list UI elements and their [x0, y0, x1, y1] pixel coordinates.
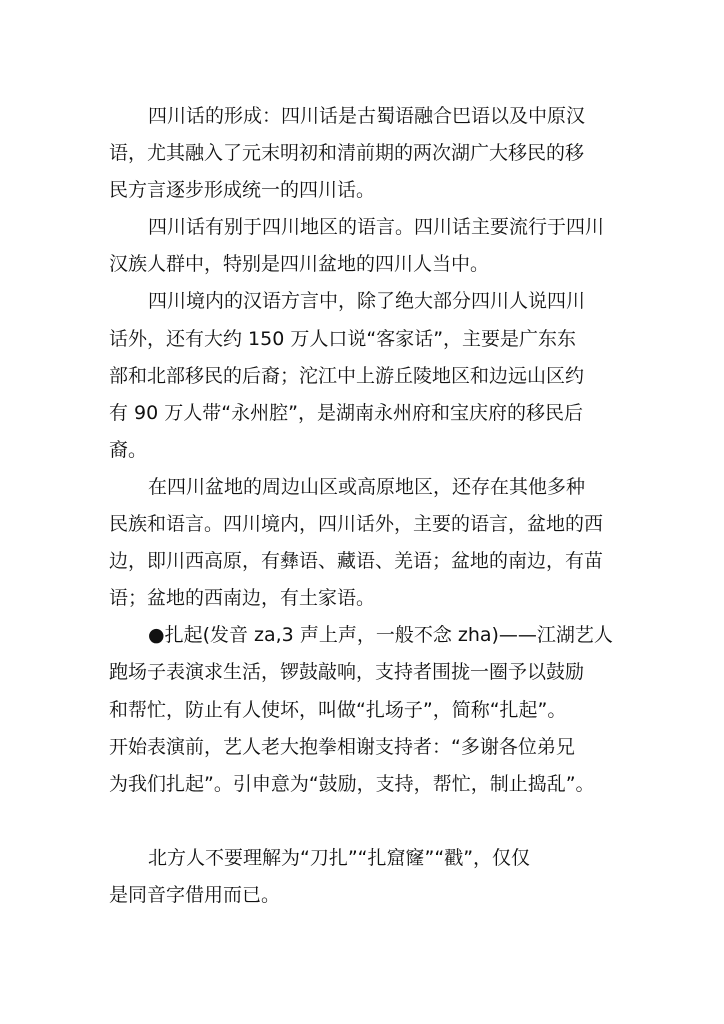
paragraph-other-languages: [109, 469, 649, 617]
text-line: 为我们扎起”。引申意为“鼓励，支持，帮忙，制止捣乱”。: [109, 772, 595, 795]
text-line: 和帮忙，防止有人使坏，叫做“扎场子”，简称“扎起”。: [109, 698, 567, 721]
text-line: 在四川盆地的周边山区或高原地区，还存在其他多种: [148, 475, 586, 498]
blank-line: [109, 803, 649, 840]
text-line: 北方人不要理解为“刀扎”“扎窟窿”“戳”，仅仅: [148, 846, 531, 869]
text-line: ●扎起(发音 za,3 声上声，一般不念 zha)——江湖艺人: [148, 624, 613, 647]
text-line: 四川话的形成：四川话是古蜀语融合巴语以及中原汉: [148, 105, 586, 127]
text-line: 边，即川西高原，有彝语、藏语、羌语；盆地的南边，有苗: [109, 550, 604, 573]
paragraph-northern-note: [109, 840, 649, 914]
text-line: 部和北部移民的后裔；沱江中上游丘陵地区和边远山区约: [109, 364, 585, 387]
text-line: 有 90 万人带“永州腔”，是湖南永州府和宝庆府的移民后: [109, 401, 583, 424]
paragraph-sichuan-dialect-formation: [109, 98, 649, 209]
paragraph-sichuan-dialect-distinction: [109, 209, 649, 283]
text-line: 民方言逐步形成统一的四川话。: [109, 179, 376, 202]
text-line: 汉族人群中，特别是四川盆地的四川人当中。: [109, 253, 490, 276]
text-line: 裔。: [109, 438, 148, 461]
text-line: 语，尤其融入了元末明初和清前期的两次湖广大移民的移: [109, 142, 585, 165]
text-line: 是同音字借用而已。: [109, 883, 281, 906]
text-line: 话外，还有大约 150 万人口说“客家话”，主要是广东东: [109, 327, 577, 350]
document-body: [109, 98, 649, 914]
text-line: 开始表演前，艺人老大抱拳相谢支持者：“多谢各位弟兄: [109, 735, 575, 758]
text-line: 跑场子表演求生活，锣鼓敲响，支持者围拢一圈予以鼓励: [109, 661, 585, 684]
text-line: 民族和语言。四川境内，四川话外，主要的语言，盆地的西: [109, 513, 604, 536]
text-line: 四川话有别于四川地区的语言。四川话主要流行于四川: [148, 216, 605, 239]
text-line: 语；盆地的西南边，有土家语。: [109, 587, 376, 610]
paragraph-zhaqi-definition: [109, 617, 649, 802]
text-line: 四川境内的汉语方言中，除了绝大部分四川人说四川: [148, 290, 586, 313]
paragraph-sichuan-chinese-dialects: [109, 283, 649, 468]
